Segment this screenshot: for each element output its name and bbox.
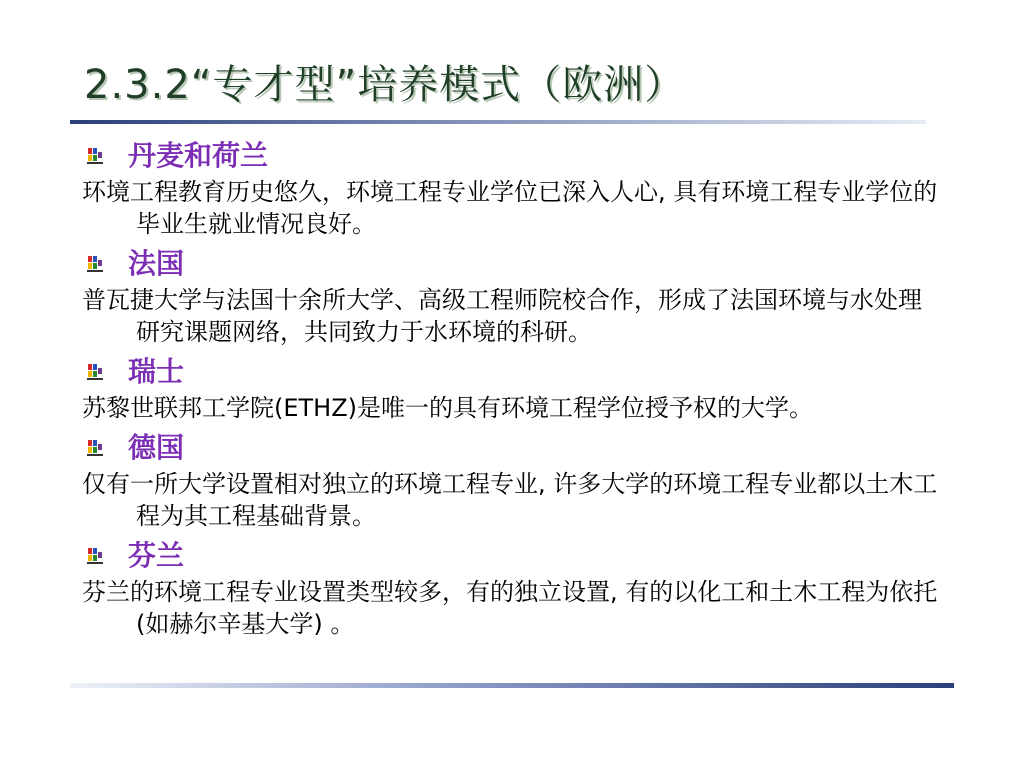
section-body: 普瓦捷大学与法国十余所大学、高级工程师院校合作，形成了法国环境与水处理研究课题网络，共同致力于水环境的科研。: [82, 286, 922, 346]
section-title: 芬兰: [128, 539, 185, 572]
footer-divider: [70, 683, 954, 688]
section-title: 瑞士: [128, 355, 185, 388]
section-title: 法国: [128, 247, 185, 280]
bullet-icon: [86, 547, 104, 565]
section-heading: [82, 536, 942, 576]
bullet-icon: [86, 439, 104, 457]
section-france: [82, 244, 942, 348]
section-heading: [82, 136, 942, 176]
section-heading: [82, 428, 942, 468]
bullet-icon: [86, 363, 104, 381]
section-body: 环境工程教育历史悠久，环境工程专业学位已深入人心, 具有环境工程专业学位的毕业生就业情况良好。: [82, 178, 938, 238]
section-germany: [82, 428, 942, 532]
section-finland: [82, 536, 942, 640]
section-body: 芬兰的环境工程专业设置类型较多，有的独立设置, 有的以化工和土木工程为依托(如赫尔辛基大学) 。: [82, 578, 938, 638]
section-title: 丹麦和荷兰: [128, 139, 269, 172]
section-body: 仅有一所大学设置相对独立的环境工程专业, 许多大学的环境工程专业都以土木工程为其工程基础背景。: [82, 470, 938, 530]
section-switzerland: [82, 352, 942, 424]
page-title: 2.3.2“专才型”培养模式（欧洲）: [84, 62, 686, 108]
bullet-icon: [86, 147, 104, 165]
section-heading: [82, 244, 942, 284]
section-body: 苏黎世联邦工学院(ETHZ)是唯一的具有环境工程学位授予权的大学。: [82, 394, 814, 422]
bullet-icon: [86, 255, 104, 273]
slide-content: [82, 136, 942, 644]
title-divider: [70, 120, 926, 124]
section-title: 德国: [128, 431, 185, 464]
section-heading: [82, 352, 942, 392]
section-denmark-netherlands: [82, 136, 942, 240]
